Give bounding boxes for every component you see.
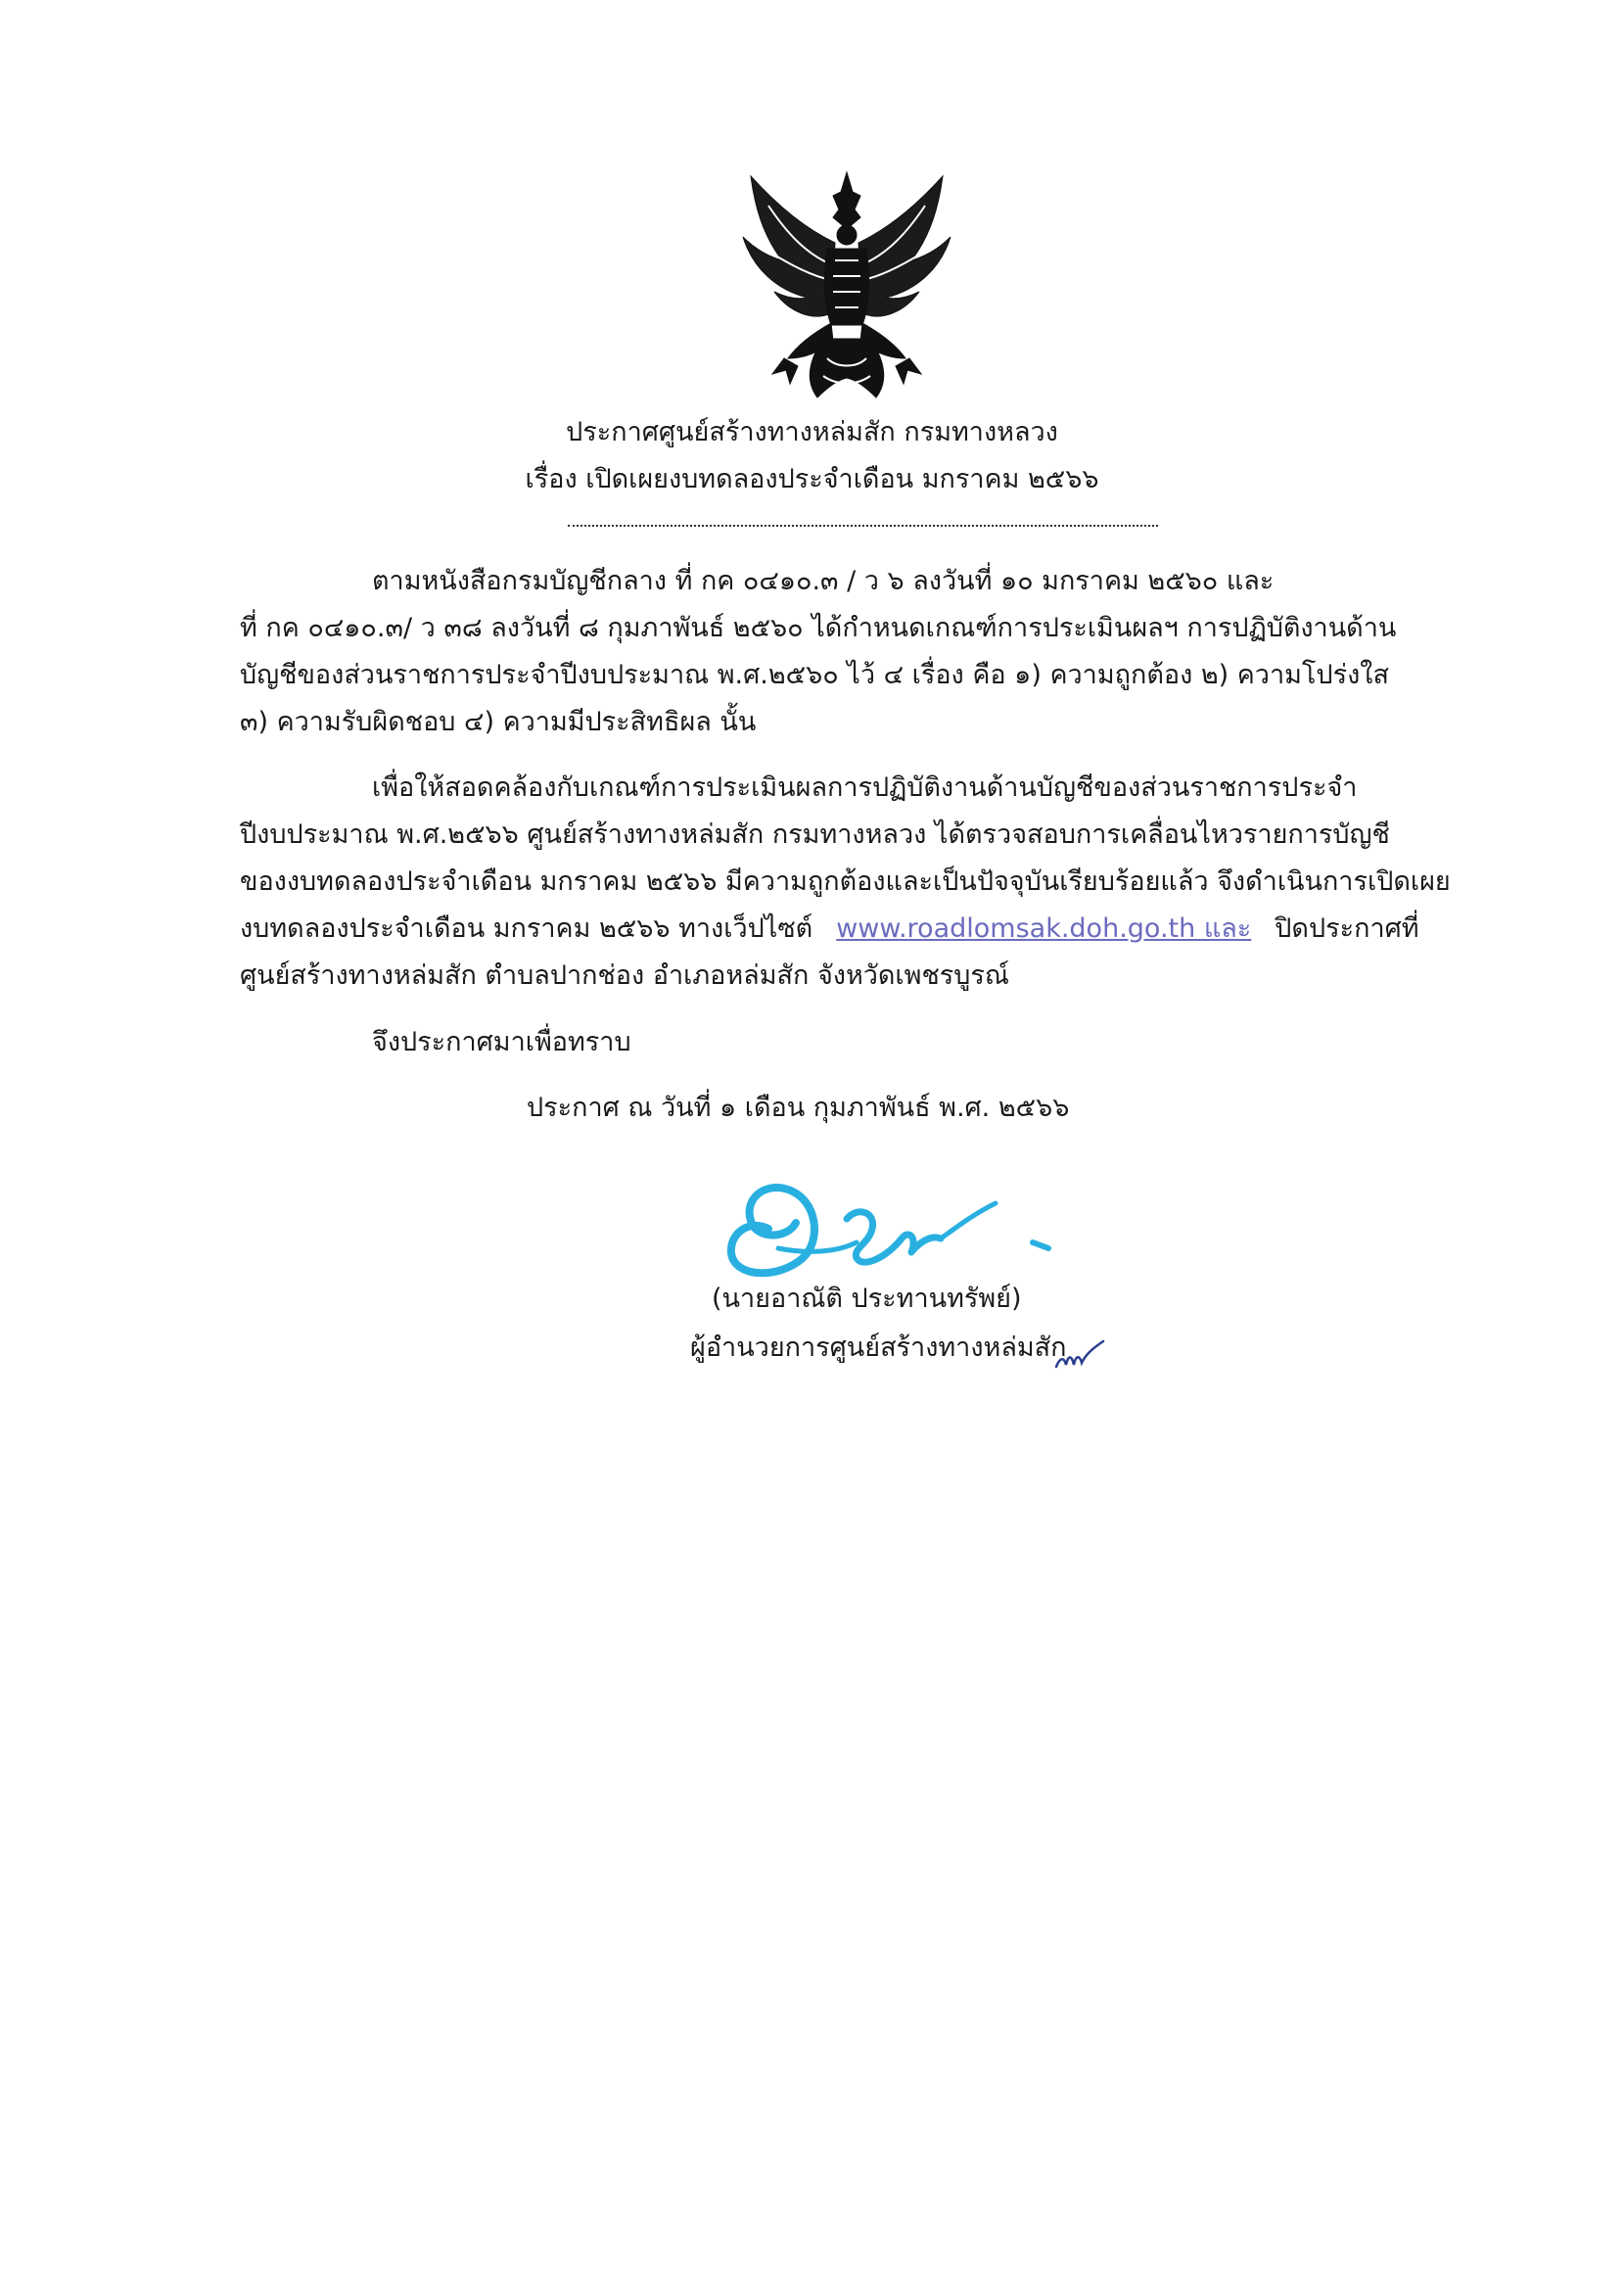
paragraph-1-line-2: ที่ กค ๐๔๑๐.๓/ ว ๓๘ ลงวันที่ ๘ กุมภาพันธ์ ๒๕๖๐ ได้กำหนดเกณฑ์การประเมินผลฯ การปฏิบัติงานด้าน: [240, 613, 1397, 643]
paragraph-2-line-3: ของงบทดลองประจำเดือน มกราคม ๒๕๖๖ มีความถูกต้องและเป็นปัจจุบันเรียบร้อยแล้ว จึงดำเนินการเปิดเผย: [240, 866, 1451, 897]
dotted-divider: [568, 525, 1158, 527]
closing-statement: จึงประกาศมาเพื่อทราบ: [372, 1027, 631, 1057]
paragraph-2-line-4-before: งบทดลองประจำเดือน มกราคม ๒๕๖๖ ทางเว็ปไซต์: [240, 913, 813, 944]
garuda-emblem-icon: [729, 166, 964, 406]
paragraph-2-line-1: เพื่อให้สอดคล้องกับเกณฑ์การประเมินผลการปฏิบัติงานด้านบัญชีของส่วนราชการประจำ: [372, 772, 1358, 803]
announcement-date: ประกาศ ณ วันที่ ๑ เดือน กุมภาพันธ์ พ.ศ. ๒๕๖๖: [527, 1093, 1070, 1123]
paragraph-1-line-3: บัญชีของส่วนราชการประจำปีงบประมาณ พ.ศ.๒๕๖๐ ไว้ ๔ เรื่อง คือ ๑) ความถูกต้อง ๒) ความโปร่งใส: [240, 660, 1389, 690]
handwritten-signature: [710, 1160, 1111, 1287]
paragraph-2-line-4-after: ปิดประกาศที่: [1275, 913, 1419, 944]
announcement-subject: เรื่อง เปิดเผยงบทดลองประจำเดือน มกราคม ๒๕๖๖: [525, 464, 1099, 494]
signer-title: ผู้อำนวยการศูนย์สร้างทางหล่มสัก: [690, 1332, 1067, 1363]
paragraph-2-line-2: ปีงบประมาณ พ.ศ.๒๕๖๖ ศูนย์สร้างทางหล่มสัก กรมทางหลวง ได้ตรวจสอบการเคลื่อนไหวรายการบัญชี: [240, 819, 1390, 850]
paragraph-1-line-4: ๓) ความรับผิดชอบ ๔) ความมีประสิทธิผล นั้น: [240, 707, 757, 737]
paragraph-2-line-4: [240, 910, 1419, 949]
paragraph-2-line-5: ศูนย์สร้างทางหล่มสัก ตำบลปากช่อง อำเภอหล่มสัก จังหวัดเพชรบูรณ์: [240, 960, 1009, 991]
paragraph-1-line-1: ตามหนังสือกรมบัญชีกลาง ที่ กค ๐๔๑๐.๓ / ว ๖ ลงวันที่ ๑๐ มกราคม ๒๕๖๐ และ: [372, 566, 1275, 596]
handwritten-initials: [1052, 1333, 1111, 1378]
website-link[interactable]: www.roadlomsak.doh.go.th และ: [836, 913, 1252, 944]
announcement-header: ประกาศศูนย์สร้างทางหล่มสัก กรมทางหลวง: [566, 417, 1058, 447]
signer-name: (นายอาณัติ ประทานทรัพย์): [712, 1284, 1022, 1314]
